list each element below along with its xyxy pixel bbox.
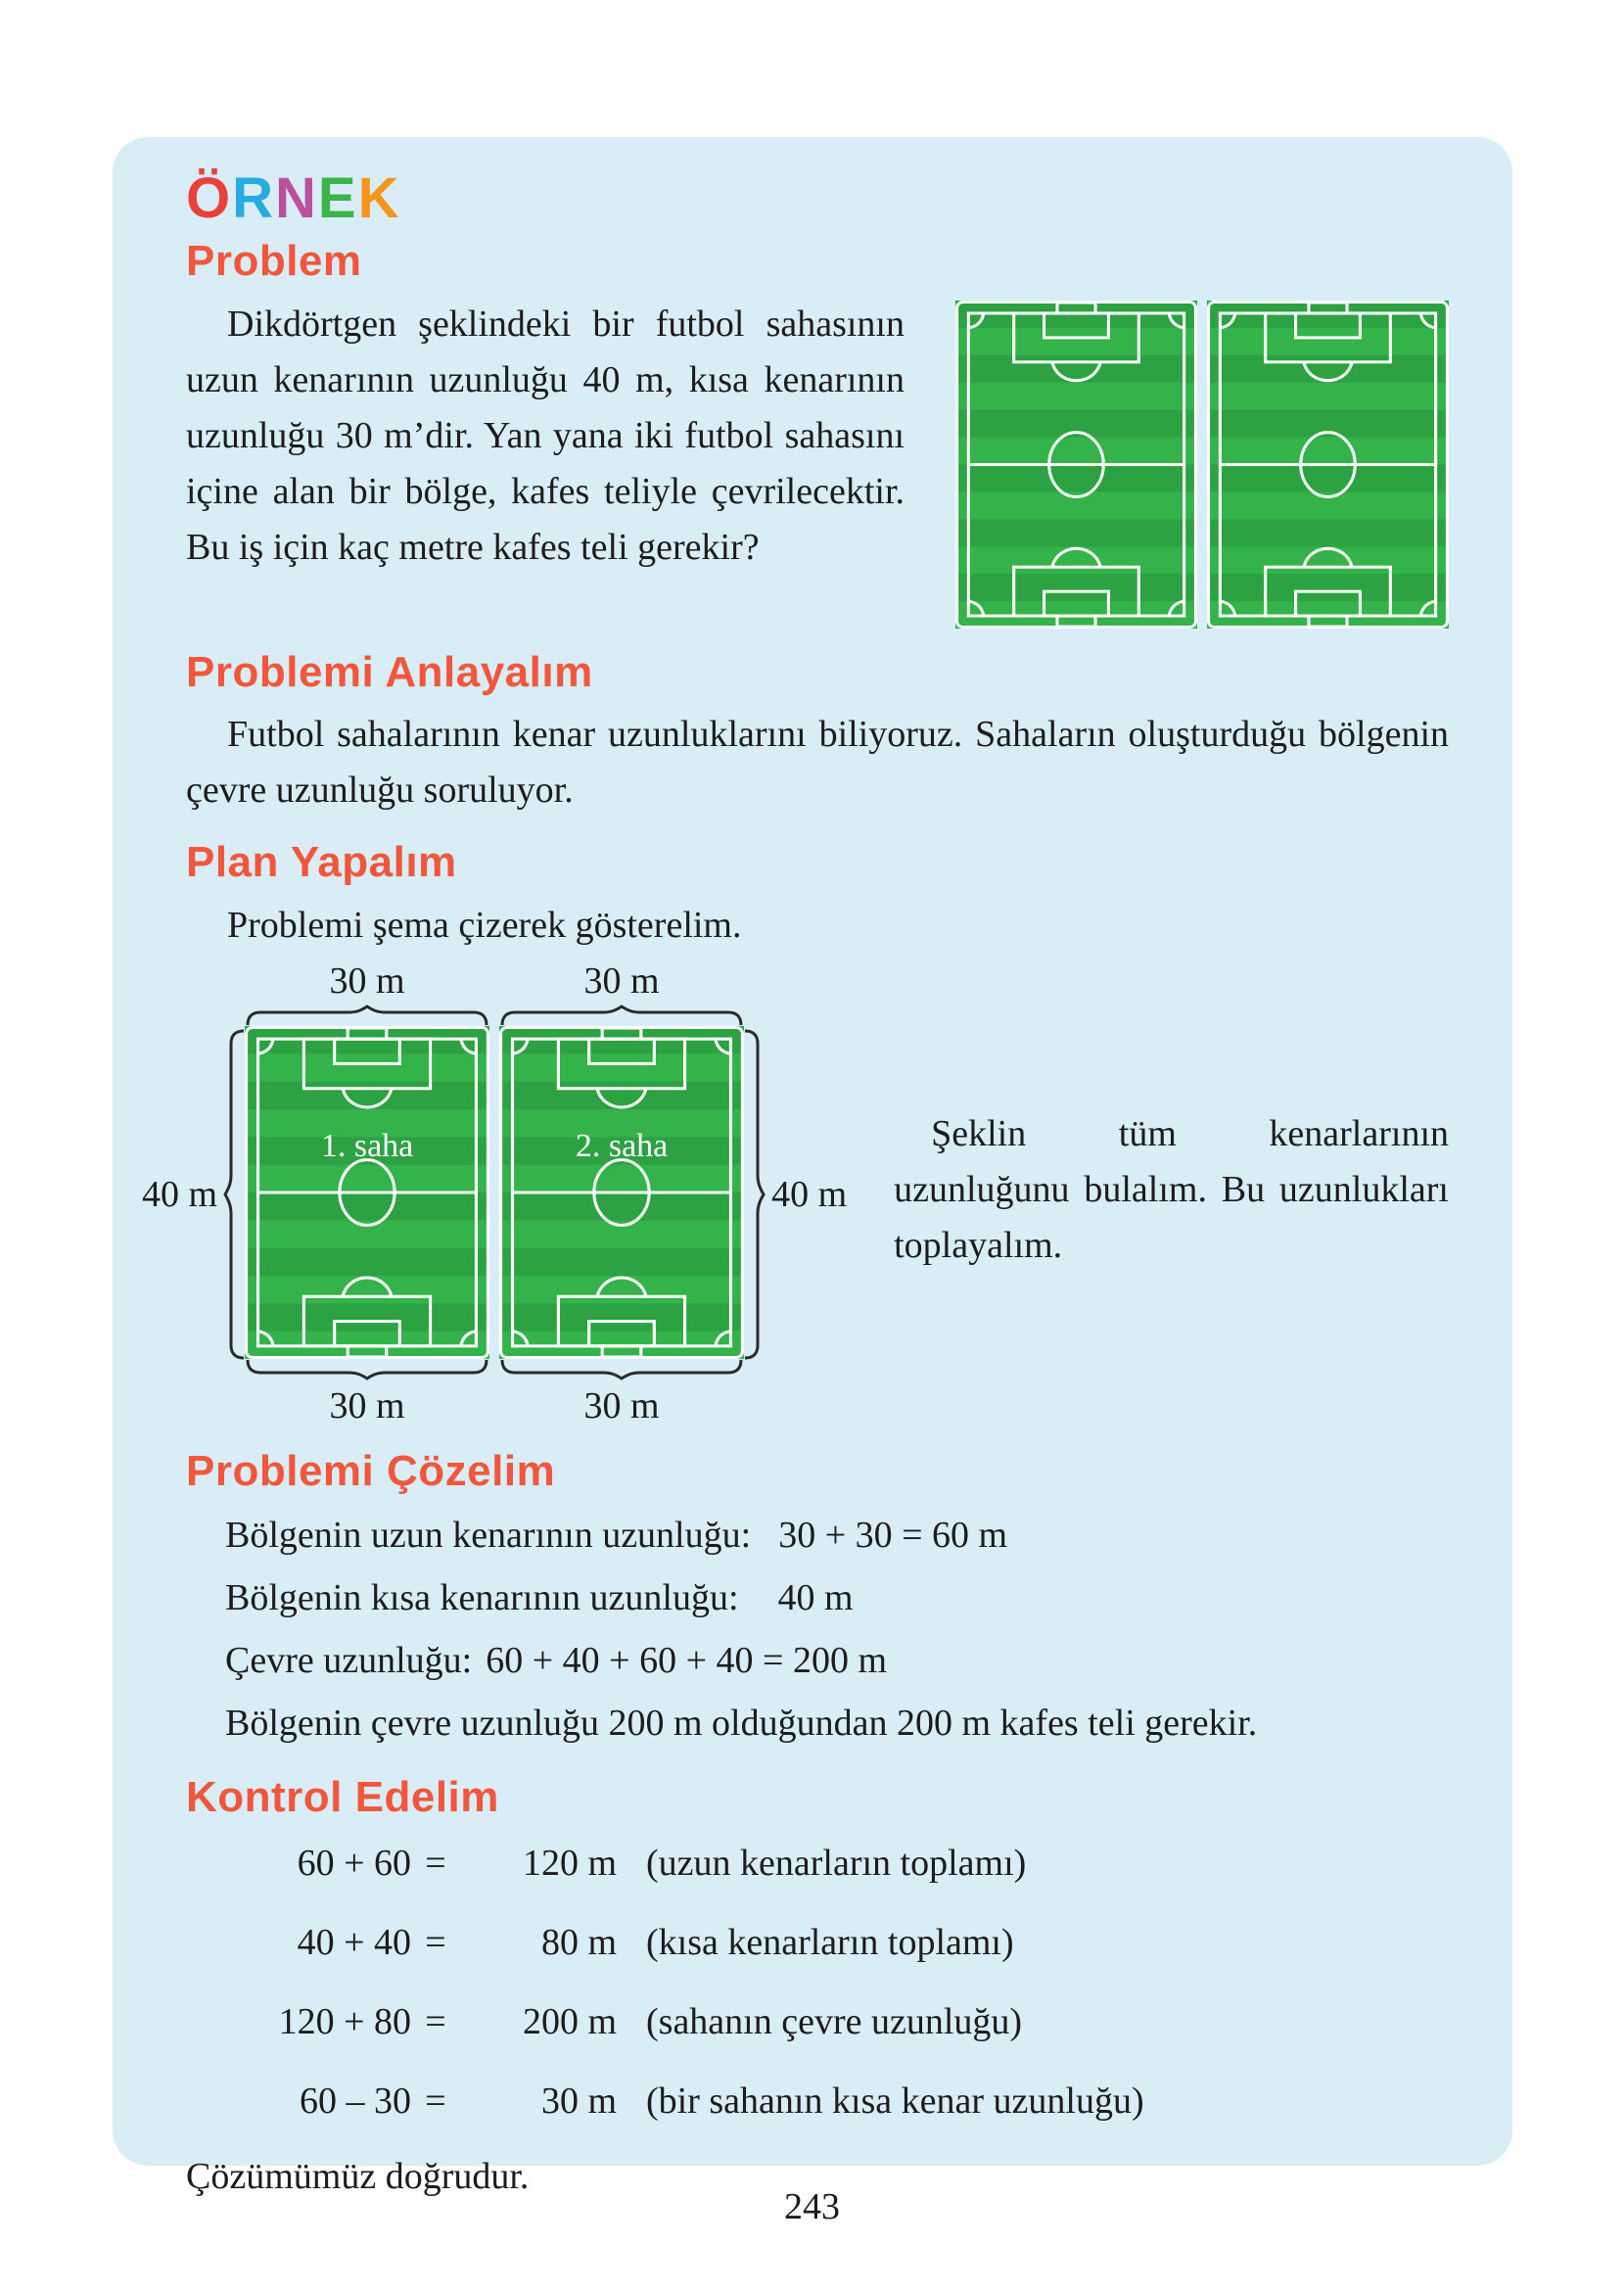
check-note: (sahanın çevre uzunluğu) [646,2001,1023,2043]
football-pitch [1207,301,1449,629]
bottom-dimension-label-2: 30 m [583,1384,660,1426]
logo-letter: Ö [186,166,233,230]
heading-understand: Problemi Anlayalım [186,647,593,696]
check-note: (uzun kenarların toplamı) [646,1843,1027,1885]
equals-sign: = [425,1922,446,1964]
left-brace [225,1028,245,1361]
solve-line-4: Bölgenin çevre uzunluğu 200 m olduğundan 200 m kafes teli gerekir. [225,1703,1258,1745]
top-dimension-label-1: 30 m [329,959,405,1002]
top-dimension-label-2: 30 m [583,959,660,1002]
heading-check: Kontrol Edelim [186,1772,499,1821]
football-pitch [245,1026,489,1359]
football-pitch-art [1207,301,1449,629]
check-equations [206,1836,1449,2129]
equals-sign: = [425,2081,446,2123]
logo-letter: K [357,166,401,230]
diagram-field-column-1 [245,959,489,1427]
problem-section [186,297,1449,629]
plan-diagram [142,959,1449,1427]
diagram-field-1 [245,1026,489,1359]
right-dimension-label: 40 m [771,1173,848,1215]
football-pitch [955,301,1197,629]
logo-letter: N [275,166,318,230]
page-number: 243 [784,2186,840,2227]
solve-line-3-label: Çevre uzunluğu: [225,1640,473,1682]
check-conclusion: Çözümümüz doğrudur. [186,2156,530,2198]
diagram-field-column-2 [499,959,744,1427]
plan-intro-text: Problemi şema çizerek gösterelim. [227,904,742,946]
solve-line-2 [186,1568,1449,1627]
football-pitch-art [955,301,1197,629]
football-pitch-art [245,1026,489,1359]
equals-sign: = [425,2001,446,2043]
solve-line-1-value: 30 + 30 = 60 m [778,1515,1008,1557]
check-note: (kısa kenarların toplamı) [646,1922,1014,1964]
solve-line-3 [186,1631,1449,1690]
check-expr: 60 + 60 [297,1843,411,1885]
football-field-2 [1207,301,1449,629]
heading-solve: Problemi Çözelim [186,1446,556,1495]
solve-line-2-value: 40 m [777,1577,854,1619]
football-pitch-art [499,1026,744,1359]
bottom-brace-1 [245,1359,489,1379]
heading-plan: Plan Yapalım [186,838,457,887]
plan-side-note: Şeklin tüm kenarlarının uzunluğunu bulalım. Bu uzunlukları toplayalım. [894,1112,1449,1266]
right-brace [744,1028,764,1361]
diagram-field-2 [499,1026,744,1359]
football-fields-illustration [955,301,1449,629]
check-note: (bir sahanın kısa kenar uzunluğu) [646,2081,1144,2123]
logo-letter: R [232,166,276,230]
football-pitch [499,1026,744,1359]
bottom-brace-2 [499,1359,744,1379]
example-panel [113,137,1512,2198]
check-expr: 40 + 40 [297,1922,411,1964]
solve-line-3-value: 60 + 40 + 60 + 40 = 200 m [486,1640,887,1682]
right-dimension [744,1028,847,1361]
problem-text: Dikdörtgen şeklindeki bir futbol sahasının uzun kenarının uzunluğu 40 m, kısa kenarının uzunluğu 30 m’dir. Yan yana iki futbol sahasını içine alan bir bölge, kafes teliyle çevrilecektir. Bu iş için kaç metre kafes teli gerekir? [186,303,905,568]
football-field-1 [955,301,1197,629]
check-result: 200 m [522,2001,617,2043]
check-result: 80 m [540,1922,617,1964]
equals-sign: = [425,1843,446,1885]
top-brace-2 [499,1006,744,1026]
field-2-label: 2. saha [575,1127,669,1164]
field-1-label: 1. saha [320,1127,414,1164]
solve-line-2-label: Bölgenin kısa kenarının uzunluğu: [225,1577,739,1619]
ornek-logo [186,166,1449,230]
bottom-dimension-label-1: 30 m [329,1384,405,1426]
understand-text: Futbol sahalarının kenar uzunluklarını biliyoruz. Sahaların oluşturduğu bölgenin çevre uzunluğu soruluyor. [186,714,1449,812]
check-result: 120 m [522,1843,617,1885]
solve-line-1 [186,1506,1449,1565]
check-expr: 60 – 30 [300,2081,411,2123]
left-dimension [142,1028,245,1361]
left-dimension-label: 40 m [142,1173,218,1215]
solve-line-1-label: Bölgenin uzun kenarının uzunluğu: [225,1515,752,1557]
check-result: 30 m [540,2081,617,2123]
check-expr: 120 + 80 [278,2001,411,2043]
top-brace-1 [245,1006,489,1026]
logo-letter: E [317,166,358,230]
heading-problem: Problem [186,237,362,285]
